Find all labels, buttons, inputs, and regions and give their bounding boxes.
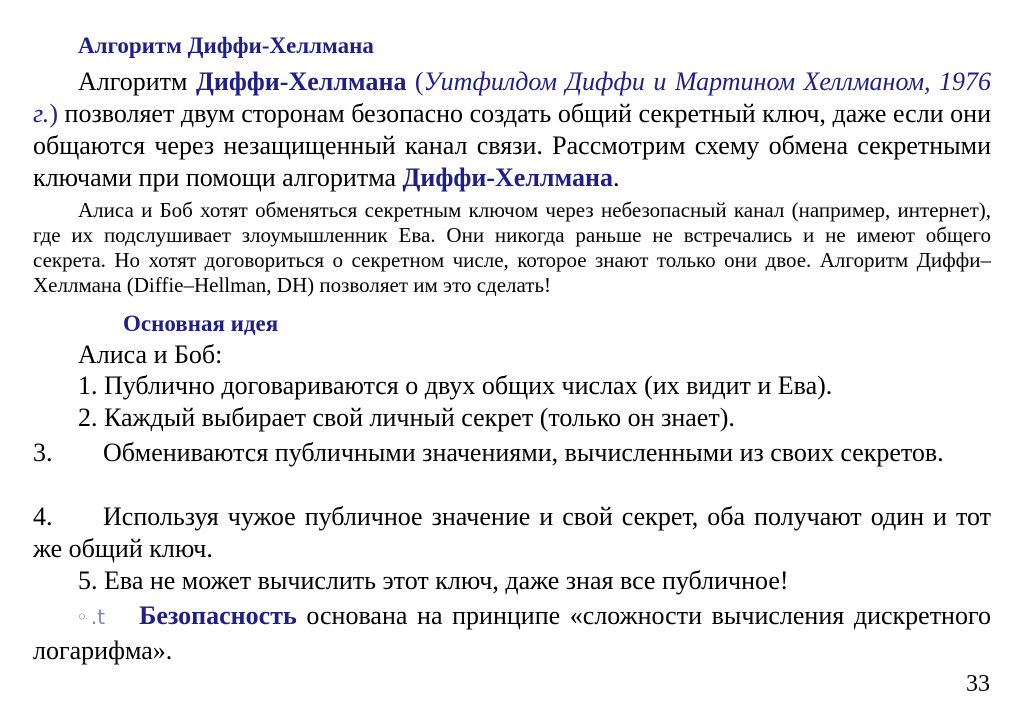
algorithm-name: Диффи-Хеллмана — [195, 67, 407, 96]
intro-paragraph — [33, 66, 991, 194]
intro-text-2: позволяет двум сторонам безопасно создать общий секретный ключ, даже если они общаются через незащищенный канал связи. Рассмотрим схему обмена секретными ключами при помощи алгоритма — [33, 99, 991, 192]
security-keyword: Безопасность — [139, 601, 297, 630]
step-4 — [33, 501, 991, 565]
slide-title: Алгоритм Диффи-Хеллмана — [78, 33, 374, 58]
authors-citation: Уитфилдом Диффи и Мартином Хеллманом, 1976 г. — [33, 67, 991, 128]
paren-close: ) — [49, 99, 58, 128]
intro-end: . — [613, 163, 620, 192]
bullet-icon: ◦.t — [76, 605, 106, 629]
step-4-text: Используя чужое публичное значение и свой секрет, оба получают один и тот же общий ключ. — [33, 502, 991, 563]
step-4-number: 4. — [33, 502, 53, 531]
step-1: 1. Публично договариваются о двух общих числах (их видит и Ева). — [78, 371, 833, 400]
security-text: основана на принципе «сложности вычисления дискретного логарифма». — [33, 601, 991, 665]
subheading-main-idea: Основная идея — [123, 311, 279, 336]
step-3-number: 3. — [33, 438, 53, 467]
list-intro: Алиса и Боб: — [78, 340, 223, 369]
step-2: 2. Каждый выбирает свой личный секрет (только он знает). — [78, 403, 735, 432]
step-3-text: Обмениваются публичными значениями, вычисленными из своих секретов. — [103, 438, 944, 467]
scenario-paragraph: Алиса и Боб хотят обменяться секретным ключом через небезопасный канал (например, интернет), где их подслушивает злоумышленник Ева. Они никогда раньше не встречались и не имеют общего секрета. Но хотят договориться о секретном числе, которое знают только они двое. Алгоритм Диффи–Хеллмана (Diffie–Hellman, DH) позволяет им это сделать! — [33, 198, 991, 297]
step-3 — [33, 437, 991, 469]
security-paragraph — [33, 599, 991, 667]
paren-open: ( — [406, 67, 424, 96]
page-number: 33 — [966, 671, 990, 697]
step-5: 5. Ева не может вычислить этот ключ, даже зная все публичное! — [78, 566, 789, 595]
intro-text-1: Алгоритм — [78, 67, 196, 96]
algorithm-name-2: Диффи-Хеллмана — [402, 163, 614, 192]
